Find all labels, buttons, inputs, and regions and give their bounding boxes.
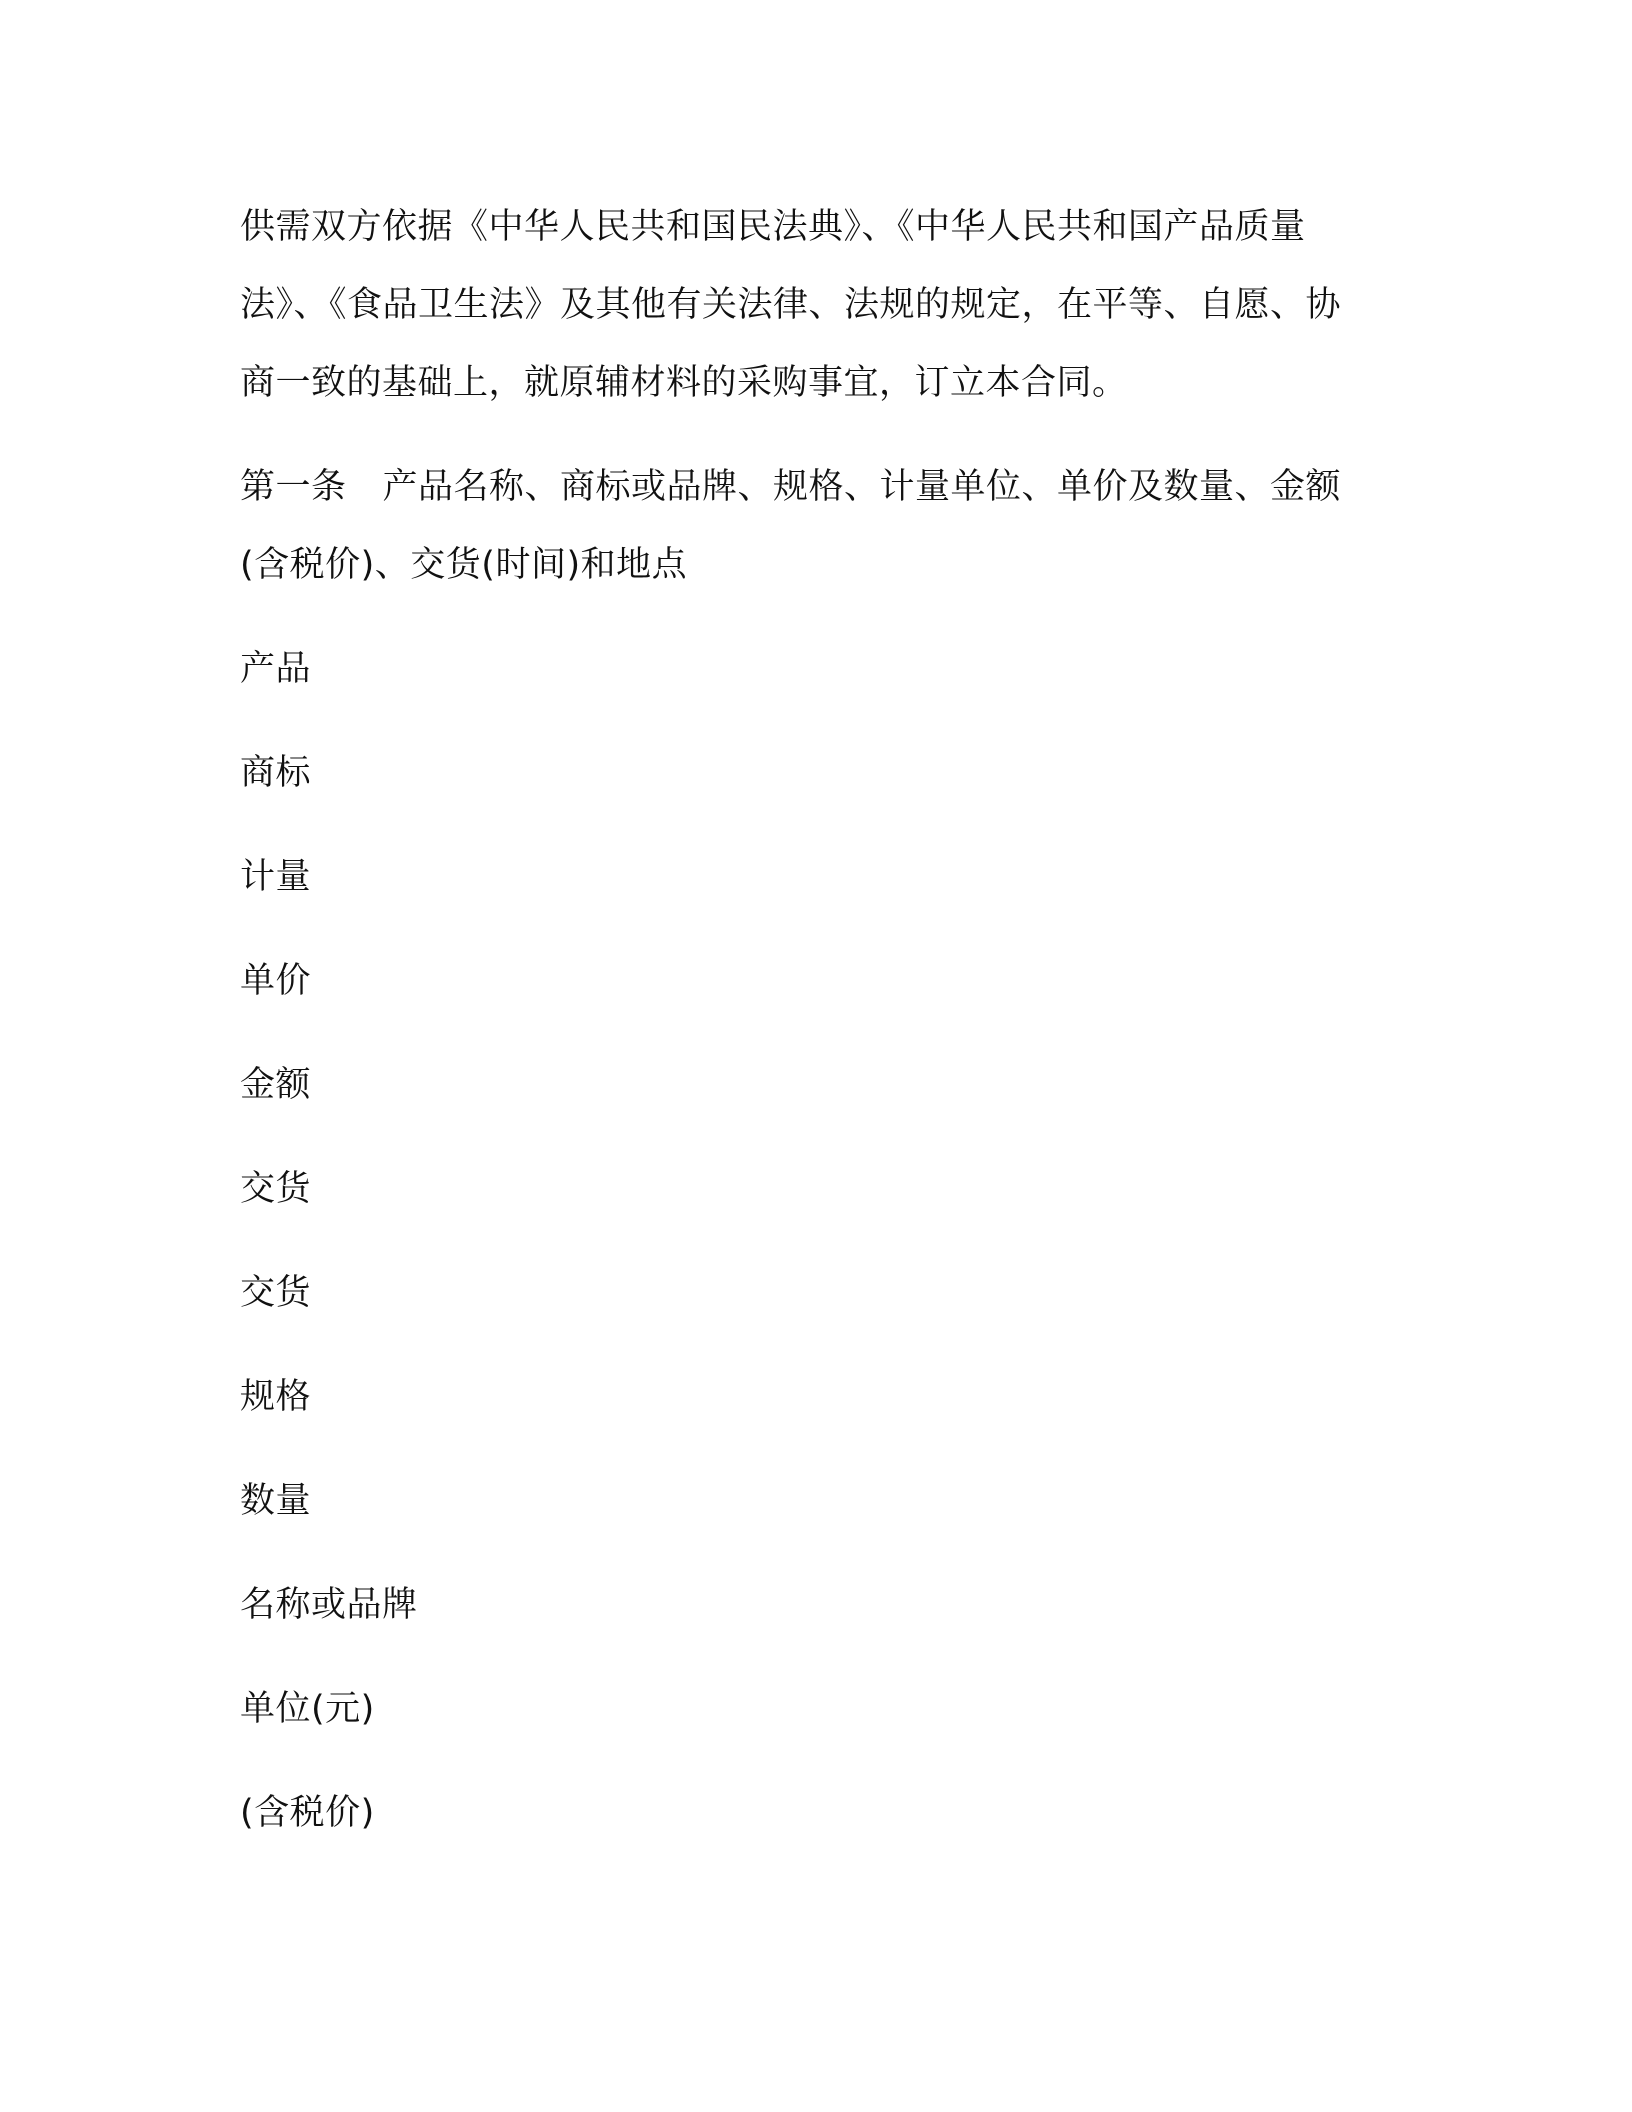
field-label-name-or-brand: 名称或品牌 xyxy=(240,1585,418,1625)
field-label-spec: 规格 xyxy=(240,1377,312,1417)
field-label-trademark: 商标 xyxy=(240,753,312,793)
document-body xyxy=(240,188,1360,1878)
field-label-unit-price: 单价 xyxy=(240,961,312,1001)
field-label-unit-yuan: 单位(元) xyxy=(240,1689,375,1729)
field-label-delivery-2: 交货 xyxy=(240,1273,312,1313)
clause-1-title: 产品名称、商标或品牌、规格、计量单位、单价及数量、金额(含税价)、交货(时间)和地点 xyxy=(240,467,1342,585)
clause-1-number: 第一条 xyxy=(240,467,347,507)
field-label-delivery-1: 交货 xyxy=(240,1169,312,1209)
field-label-quantity: 数量 xyxy=(240,1481,312,1521)
field-label-amount: 金额 xyxy=(240,1065,312,1105)
intro-paragraph: 供需双方依据《中华人民共和国民法典》、《中华人民共和国产品质量法》、《食品卫生法》及其他有关法律、法规的规定，在平等、自愿、协商一致的基础上，就原辅材料的采购事宜，订立本合同。 xyxy=(240,207,1342,403)
field-label-product: 产品 xyxy=(240,649,312,689)
field-label-tax-inclusive: (含税价) xyxy=(240,1793,375,1833)
field-label-measure: 计量 xyxy=(240,857,312,897)
clause-1-heading xyxy=(240,448,1360,604)
